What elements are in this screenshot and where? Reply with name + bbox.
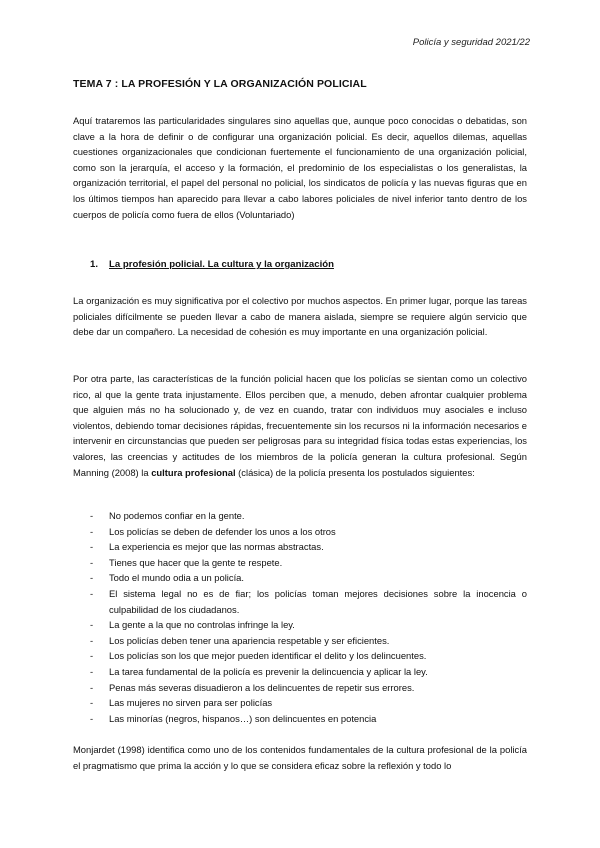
bullet-dash: - xyxy=(90,556,94,568)
list-item: - La experiencia es mejor que las normas abstractas. xyxy=(73,539,527,555)
intro-paragraph: Aquí trataremos las particularidades singulares sino aquellas que, aunque poco conocidas o debatidas, son clave a la hora de definir o de configurar una organización policial. Es decir, aquellos dilemas, aquellas cuestiones organizacionales que condicionan fuertemente el funcionamiento de una organización policial, como son la jerarquía, el acceso y la formación, el predominio de los especialistas o los generalistas, la organización territorial, el papel del personal no policial, los sindicatos de policía y las nuevas figuras que en los últimos tiempos han aparecido para llevar a cabo labores policiales de nivel inferior tanto dentro de los cuerpos de policía como fuera de ellos (Voluntariado) xyxy=(73,115,527,220)
bullet-dash: - xyxy=(90,634,94,646)
list-item: - Los policías deben tener una apariencia respetable y ser eficientes. xyxy=(73,633,527,649)
paragraph-organizacion: La organización es muy significativa por el colectivo por muchos aspectos. En primer lugar, porque las tareas policiales difícilmente se pueden llevar a cabo de manera aislada, siempre se requiere algún servicio que debe dar un compañero. La necesidad de cohesión es muy importante en una organización policial. xyxy=(73,295,527,338)
bullet-dash: - xyxy=(90,510,94,521)
paragraph-text-end: (clásica) de la policía presenta los postulados siguientes: xyxy=(235,466,475,478)
paragraph-monjardet: Monjardet (1998) identifica como uno de los contenidos fundamentales de la cultura profesional de la policía el pragmatismo que prima la acción y lo que se considera eficaz sobre la reflexión y todo lo xyxy=(73,744,527,771)
running-header: Policía y seguridad 2021/22 xyxy=(412,37,530,48)
section-number: 1. xyxy=(90,259,99,270)
bullet-dash: - xyxy=(90,525,94,537)
bullet-dash: - xyxy=(90,572,94,584)
postulates-list xyxy=(73,508,527,726)
list-item: - No podemos confiar en la gente. xyxy=(73,508,527,524)
section-title: La profesión policial. La cultura y la organización xyxy=(109,259,334,270)
list-item: - Los policías se deben de defender los unos a los otros xyxy=(73,524,527,540)
bullet-dash: - xyxy=(90,712,94,724)
list-item: - Todo el mundo odia a un policía. xyxy=(73,570,527,586)
bullet-dash: - xyxy=(90,619,94,631)
bullet-dash: - xyxy=(90,681,94,693)
bullet-dash: - xyxy=(90,650,94,662)
bullet-dash: - xyxy=(90,697,94,709)
list-item: - Tienes que hacer que la gente te respete. xyxy=(73,555,527,571)
bullet-dash: - xyxy=(90,587,94,599)
list-item: - La gente a la que no controlas infringe la ley. xyxy=(73,617,527,633)
bullet-dash: - xyxy=(90,665,94,677)
list-item: - Los policías son los que mejor pueden identificar el delito y los delincuentes. xyxy=(73,648,527,664)
bullet-dash: - xyxy=(90,541,94,553)
section-heading-1 xyxy=(90,259,334,270)
list-item: - Penas más severas disuadieron a los delincuentes de repetir sus errores. xyxy=(73,680,527,696)
paragraph-text-start: Por otra parte, las características de la función policial hacen que los policías se sientan como un colectivo rico, al que la gente trata injustamente. Ellos perciben que, a menudo, deben afrontar cualquier problema que alguien más no ha solucionado y, de vez en cuando, tratar con individuos muy asociales e incluso violentos, debiendo tomar decisiones rápidas, frecuentemente sin los recursos ni la información necesarios e intervenir en circunstancias que pueden ser peligrosas para su integridad física todas estas experiencias, los valores, las creencias y actitudes de los miembros de la policía generan la cultura profesional. Según Manning (2008) la xyxy=(73,373,527,478)
list-item: - Las mujeres no sirven para ser policías xyxy=(73,695,527,711)
list-item: - La tarea fundamental de la policía es prevenir la delincuencia y aplicar la ley. xyxy=(73,664,527,680)
list-item: - Las minorías (negros, hispanos…) son delincuentes en potencia xyxy=(73,711,527,727)
list-item: - El sistema legal no es de fiar; los policías toman mejores decisiones sobre la inocencia o culpabilidad de los ciudadanos. xyxy=(90,587,527,615)
paragraph-cultura-profesional xyxy=(73,371,527,480)
document-title: TEMA 7 : LA PROFESIÓN Y LA ORGANIZACIÓN POLICIAL xyxy=(73,78,367,90)
bold-term: cultura profesional xyxy=(151,466,236,478)
